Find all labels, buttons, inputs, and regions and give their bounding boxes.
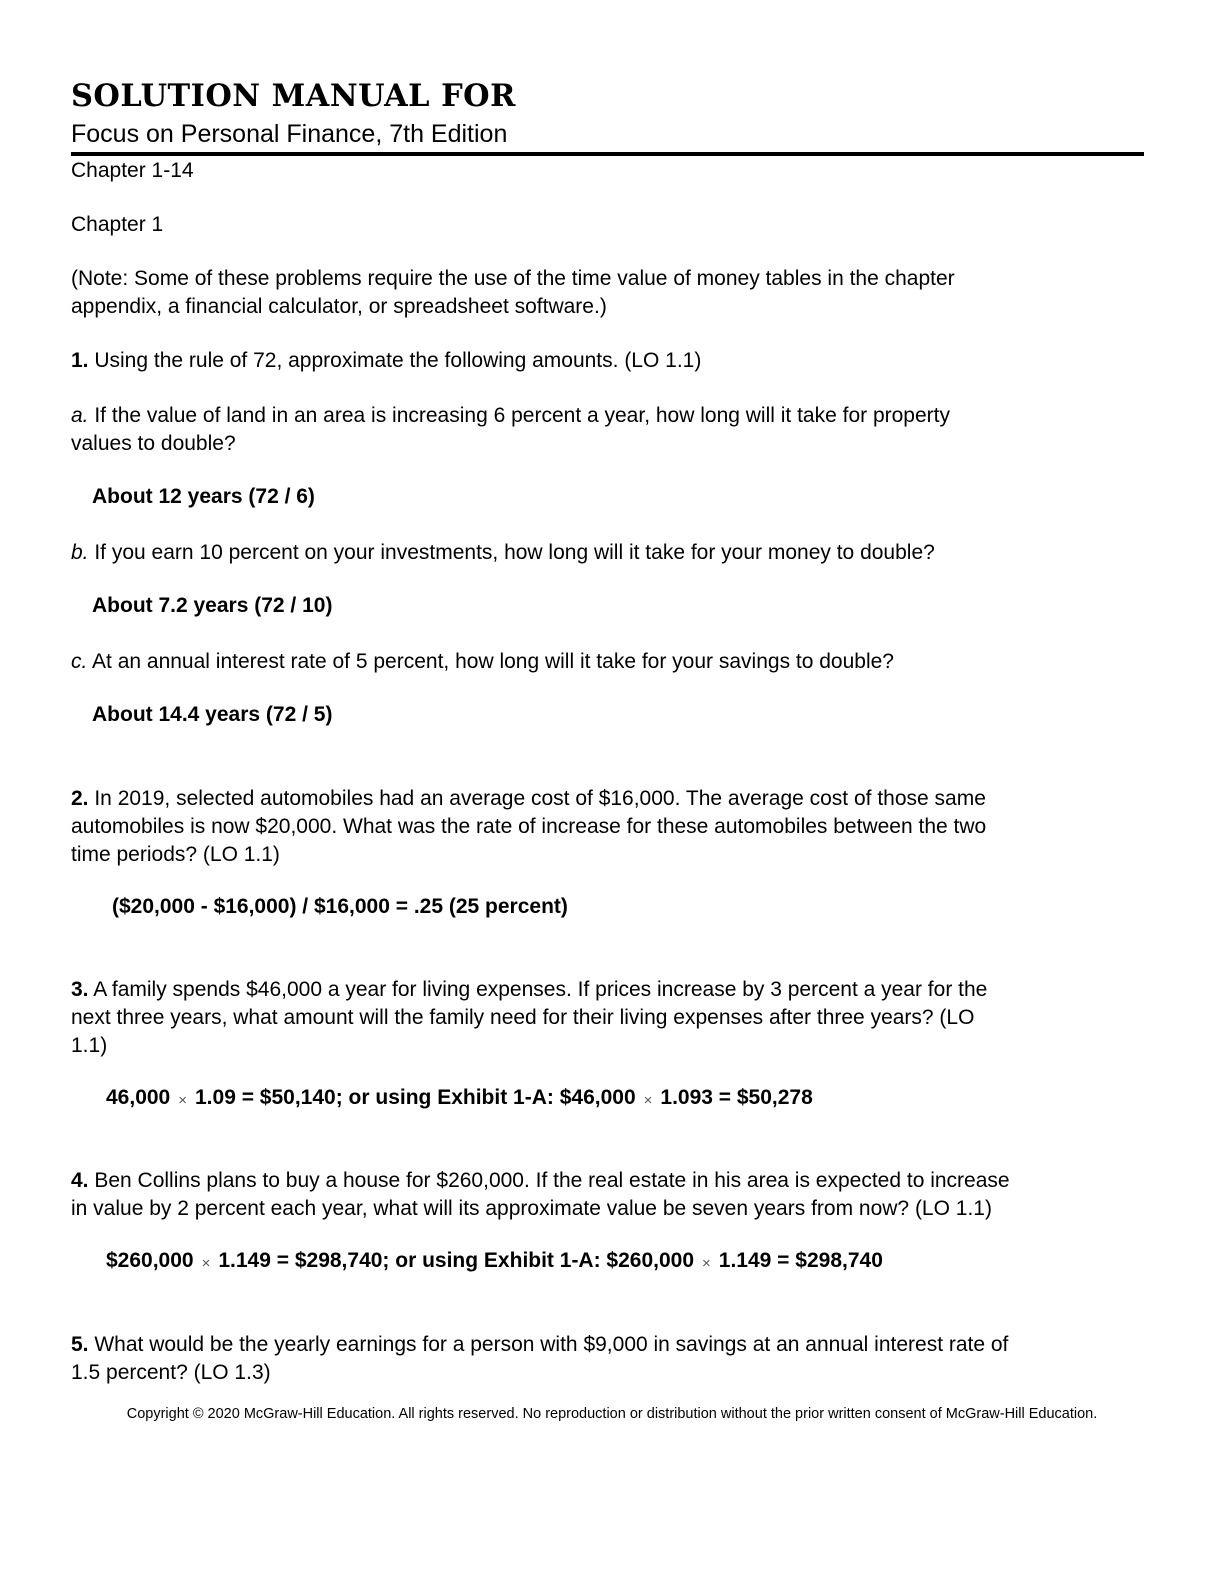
problem-1a-label: a. <box>71 404 89 427</box>
problem-5 <box>71 1331 1008 1359</box>
problem-1b-text: If you earn 10 percent on your investments, how long will it take for your money to double? <box>88 541 935 564</box>
chapter-range: Chapter 1-14 <box>71 159 194 182</box>
problem-5-line-2: 1.5 percent? (LO 1.3) <box>71 1361 271 1384</box>
problem-2 <box>71 785 986 813</box>
problem-3 <box>71 976 987 1004</box>
answer-2: ($20,000 - $16,000) / $16,000 = .25 (25 percent) <box>112 895 568 918</box>
book-title: Focus on Personal Finance, 7th Edition <box>71 120 508 148</box>
problem-3-line-3: 1.1) <box>71 1034 108 1057</box>
problem-5-number: 5. <box>71 1333 89 1356</box>
answer-4-part-2: 1.149 = $298,740; or using Exhibit 1-A: $260,000 <box>218 1249 695 1272</box>
answer-3-part-2: 1.09 = $50,140; or using Exhibit 1-A: $46,000 <box>195 1086 636 1109</box>
answer-4-part-1: $260,000 <box>106 1249 194 1272</box>
problem-4-number: 4. <box>71 1169 89 1192</box>
chapter-heading: Chapter 1 <box>71 213 164 236</box>
problem-3-line-1: A family spends $46,000 a year for living expenses. If prices increase by 3 percent a year for the <box>88 978 988 1001</box>
problem-3-line-2: next three years, what amount will the family need for their living expenses after three years? (LO <box>71 1006 975 1029</box>
solution-manual-banner: SOLUTION MANUAL FOR <box>71 78 516 114</box>
problem-1 <box>71 347 701 375</box>
answer-4 <box>106 1249 883 1273</box>
answer-3-part-3: 1.093 = $50,278 <box>660 1086 813 1109</box>
note-line-1: (Note: Some of these problems require the use of the time value of money tables in the chapter <box>71 267 955 290</box>
problem-1-text: Using the rule of 72, approximate the following amounts. (LO 1.1) <box>88 349 702 372</box>
answer-1c: About 14.4 years (72 / 5) <box>92 703 333 726</box>
problem-1c-label: c. <box>71 650 88 673</box>
problem-5-line-1: What would be the yearly earnings for a person with $9,000 in savings at an annual interest rate of <box>88 1333 1009 1356</box>
problem-4-line-1: Ben Collins plans to buy a house for $260,000. If the real estate in his area is expected to increase <box>88 1169 1010 1192</box>
problem-3-number: 3. <box>71 978 89 1001</box>
problem-1a-line-2: values to double? <box>71 432 236 455</box>
problem-2-number: 2. <box>71 787 89 810</box>
problem-1c <box>71 648 894 676</box>
note-line-2: appendix, a financial calculator, or spreadsheet software.) <box>71 295 607 318</box>
problem-1a <box>71 402 950 430</box>
problem-4 <box>71 1167 1010 1195</box>
times-symbol: × <box>643 1092 653 1109</box>
answer-3-part-1: 46,000 <box>106 1086 171 1109</box>
problem-2-line-3: time periods? (LO 1.1) <box>71 843 280 866</box>
problem-1c-text: At an annual interest rate of 5 percent, how long will it take for your savings to double? <box>87 650 894 673</box>
times-symbol: × <box>201 1255 211 1272</box>
header-rule <box>71 152 1144 156</box>
problem-1a-line-1: If the value of land in an area is increasing 6 percent a year, how long will it take for property <box>88 404 950 427</box>
times-symbol: × <box>178 1092 187 1109</box>
answer-3 <box>106 1086 813 1110</box>
problem-1b-label: b. <box>71 541 89 564</box>
copyright-notice: Copyright © 2020 McGraw-Hill Education. All rights reserved. No reproduction or distribution without the prior written consent of McGraw-Hill Education. <box>126 1406 1098 1422</box>
problem-2-line-1: In 2019, selected automobiles had an average cost of $16,000. The average cost of those same <box>88 787 986 810</box>
times-symbol: × <box>702 1255 711 1272</box>
problem-1b <box>71 539 935 567</box>
answer-4-part-3: 1.149 = $298,740 <box>718 1249 883 1272</box>
answer-1a: About 12 years (72 / 6) <box>92 485 315 508</box>
problem-4-line-2: in value by 2 percent each year, what will its approximate value be seven years from now? (LO 1.1) <box>71 1197 992 1220</box>
problem-2-line-2: automobiles is now $20,000. What was the rate of increase for these automobiles between the two <box>71 815 987 838</box>
answer-1b: About 7.2 years (72 / 10) <box>92 594 333 617</box>
problem-1-number: 1. <box>71 349 89 372</box>
